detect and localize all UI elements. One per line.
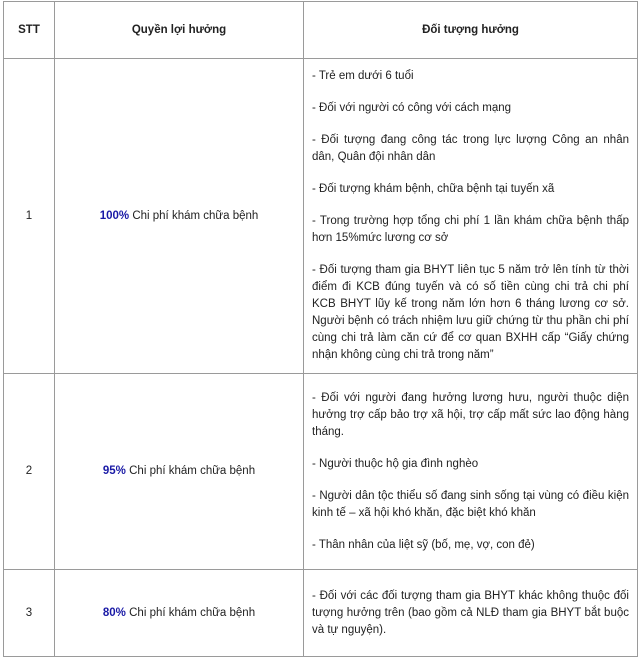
targets-cell: [304, 59, 638, 374]
target-item: - Đối với người có công với cách mạng: [312, 102, 512, 114]
table-row: [4, 374, 638, 570]
benefit-text: Chi phí khám chữa bệnh: [125, 606, 256, 619]
header-targets: Đối tượng hưởng: [304, 2, 638, 59]
target-item: - Người thuộc hộ gia đình nghèo: [312, 457, 479, 470]
target-item: - Đối với các đối tượng tham gia BHYT khác không thuộc đối tượng hưởng trên (bao gồm cả NLĐ tham gia BHYT bắt buộc và tự nguyện).: [312, 589, 629, 636]
benefit-text: Chi phí khám chữa bệnh: [125, 465, 256, 477]
row-number: 2: [4, 374, 55, 570]
target-item: - Đối tượng đang công tác trong lực lượng Công an nhân dân, Quân đội nhân dân: [312, 134, 629, 163]
target-item: - Đối tượng tham gia BHYT liên tục 5 năm trở lên tính từ thời điểm đi KCB đúng tuyến và có số tiền cùng chi trả chi phí KCB BHYT lũy kế trong năm lớn hơn 6 tháng lương cơ sở. Người bệnh có trách nhiệm lưu giữ chứng từ thu phần chi phí cùng chi trả làm căn cứ để cơ quan BXHH cấp “Giấy chứng nhận không cùng chi trả trong năm”: [312, 264, 629, 361]
header-stt: STT: [4, 2, 55, 59]
benefit-cell: [55, 59, 304, 374]
target-item: - Người dân tộc thiểu số đang sinh sống tại vùng có điều kiện kinh tế – xã hội khó khăn, đặc biệt khó khăn: [312, 489, 629, 519]
table-row: [4, 570, 638, 657]
coverage-percent: 100%: [99, 209, 130, 222]
coverage-percent: 95%: [102, 465, 126, 477]
targets-cell: [304, 374, 638, 570]
target-item: - Trẻ em dưới 6 tuổi: [312, 70, 414, 82]
targets-cell: [304, 570, 638, 657]
row-number: 3: [4, 570, 55, 657]
benefit-cell: [55, 374, 304, 570]
benefit-cell: [55, 570, 304, 657]
benefit-text: Chi phí khám chữa bệnh: [129, 209, 259, 222]
header-row: [4, 2, 638, 59]
table-row: [4, 59, 638, 374]
target-item: - Thân nhân của liệt sỹ (bố, mẹ, vợ, con đẻ): [312, 538, 535, 551]
row-number: 1: [4, 59, 55, 374]
coverage-percent: 80%: [102, 606, 126, 619]
target-item: - Đối với người đang hưởng lương hưu, người thuộc diện hưởng trợ cấp bảo trợ xã hội, trợ cấp mất sức lao động hàng tháng.: [312, 391, 629, 438]
target-item: - Đối tượng khám bệnh, chữa bệnh tại tuyến xã: [312, 183, 555, 195]
target-item: - Trong trường hợp tổng chi phí 1 lần khám chữa bệnh thấp hơn 15%mức lương cơ sở: [312, 215, 629, 244]
header-benefit: Quyền lợi hưởng: [55, 2, 304, 59]
benefits-table: [3, 1, 638, 657]
